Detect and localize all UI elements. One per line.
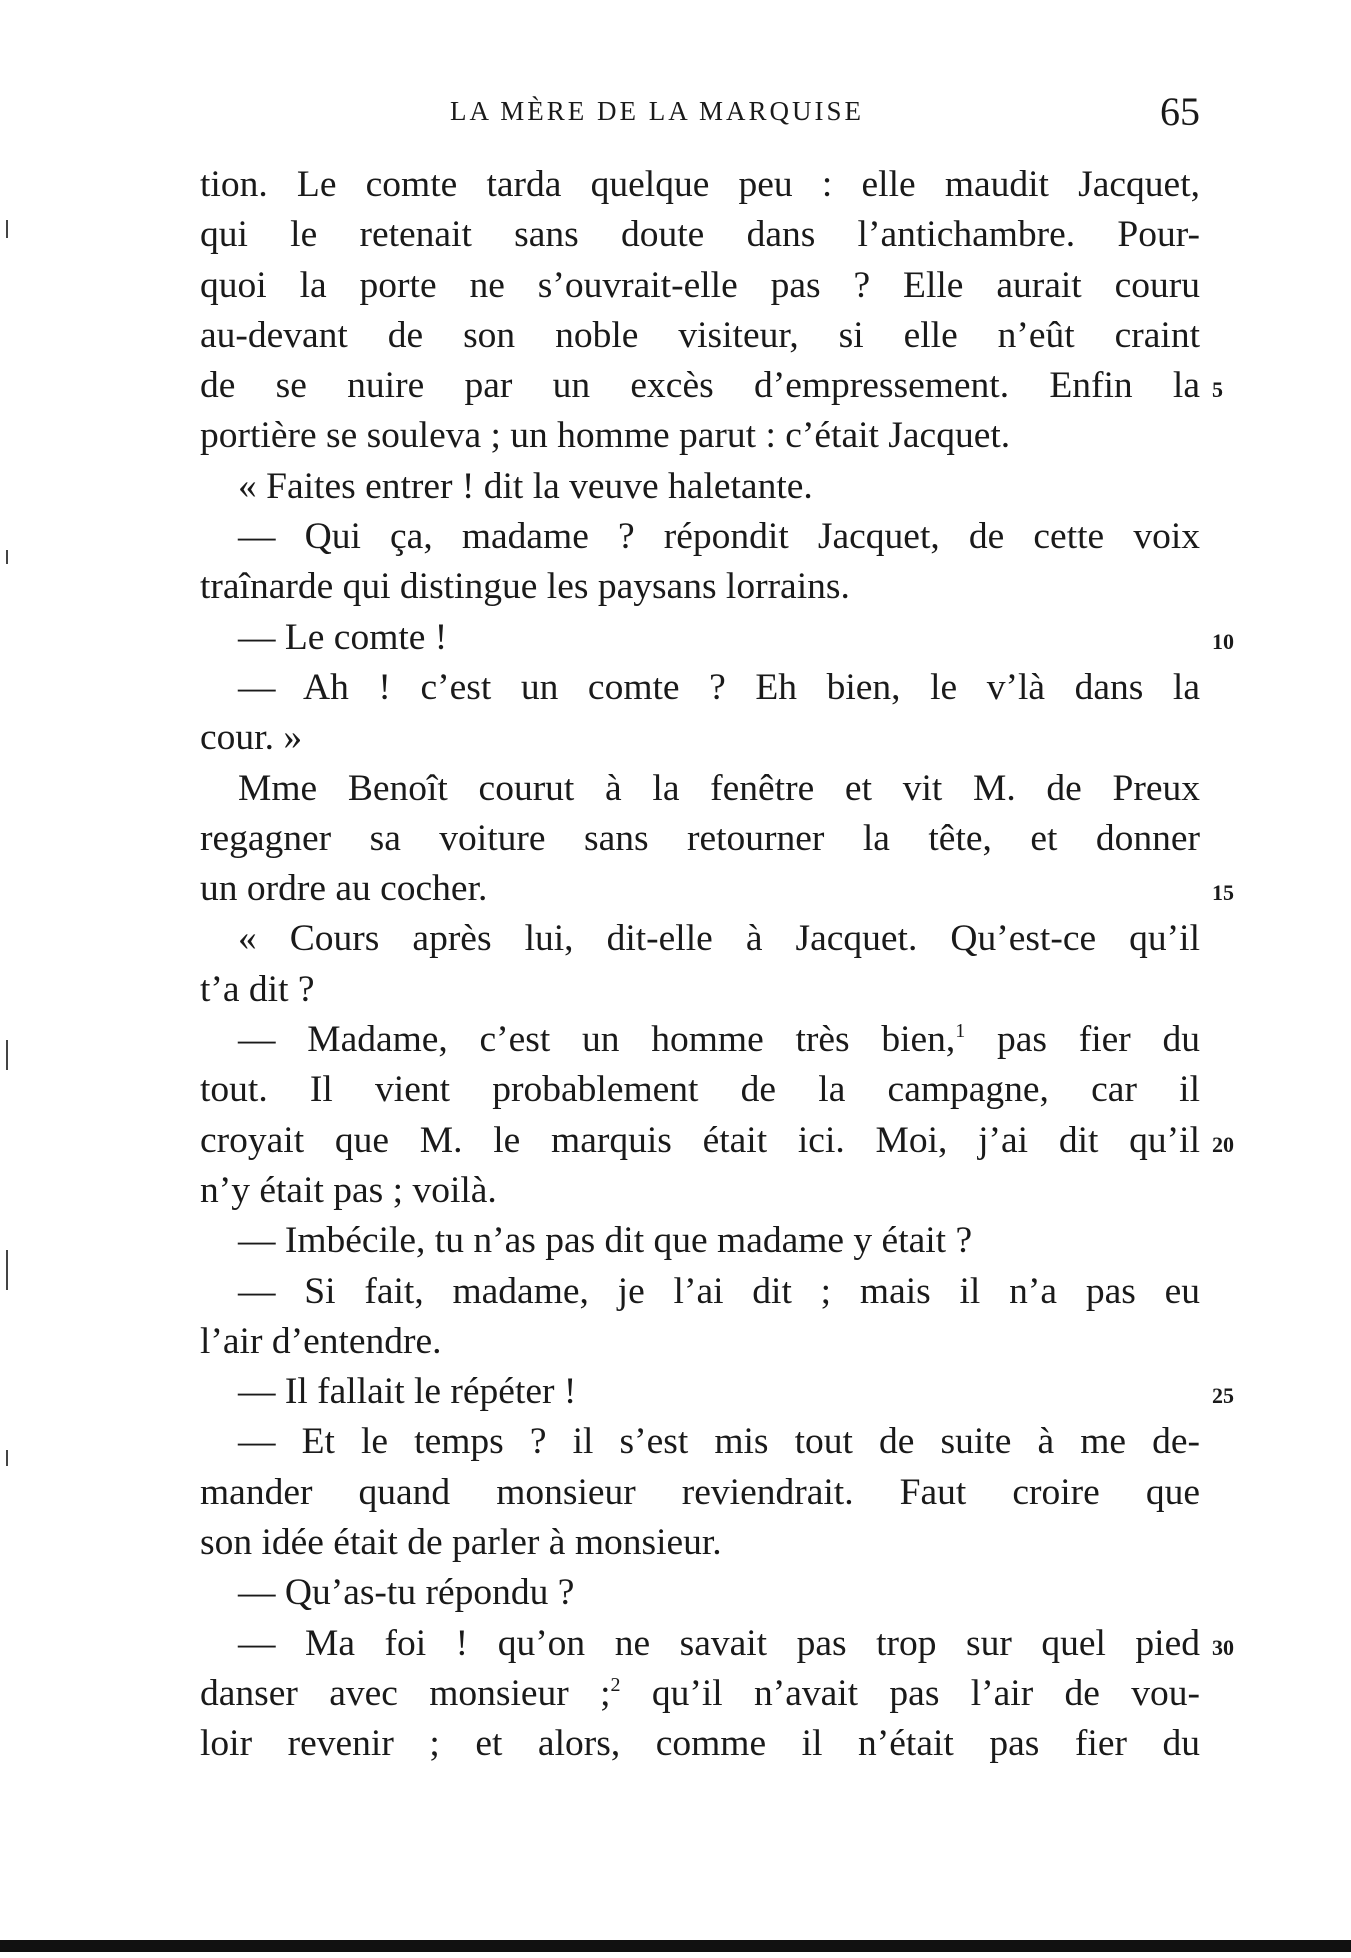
line-text: — Ah ! c’est un comte ? Eh bien, le v’là dans la — [238, 666, 1200, 708]
line-text: au-devant de son noble visiteur, si elle n’eût craint — [200, 314, 1200, 356]
text-line — [200, 1568, 1200, 1618]
line-number: 5 — [1212, 377, 1223, 403]
line-number: 25 — [1212, 1383, 1234, 1409]
text-line — [200, 311, 1200, 361]
line-text: l’air d’entendre. — [200, 1320, 442, 1362]
line-text: de se nuire par un excès d’empressement. Enfin la — [200, 365, 1200, 407]
line-text: cour. » — [200, 717, 303, 759]
line-text: mander quand monsieur reviendrait. Faut croire que — [200, 1471, 1200, 1513]
text-line — [200, 663, 1200, 713]
line-text: tout. Il vient probablement de la campagne, car il — [200, 1069, 1200, 1111]
text-line — [200, 1116, 1234, 1166]
text-line — [200, 512, 1200, 562]
line-number: 10 — [1212, 628, 1234, 654]
line-text-rest: pas fier du — [965, 1019, 1200, 1061]
text-line — [200, 1719, 1200, 1769]
line-text: croyait que M. le marquis était ici. Moi, j’ai dit qu’il — [200, 1119, 1200, 1161]
line-text: regagner sa voiture sans retourner la tête, et donner — [200, 817, 1200, 859]
line-text: — Madame, c’est un homme très bien, — [238, 1019, 956, 1061]
line-text: — Imbécile, tu n’as pas dit que madame y était ? — [238, 1220, 973, 1262]
text-line — [200, 1267, 1200, 1317]
line-text: portière se souleva ; un homme parut : c’était Jacquet. — [200, 415, 1011, 457]
text-line — [200, 411, 1200, 461]
line-text: traînarde qui distingue les paysans lorrains. — [200, 566, 850, 608]
footnote-ref: 1 — [955, 1020, 966, 1043]
text-line — [200, 613, 1234, 663]
line-text: — Le comte ! — [238, 616, 448, 658]
scan-margin-marks — [6, 220, 14, 1820]
text-line — [200, 462, 1200, 512]
page-number: 65 — [1160, 89, 1200, 134]
text-line — [200, 1166, 1200, 1216]
text-line — [200, 713, 1200, 763]
text-line — [200, 210, 1200, 260]
line-text: danser avec monsieur ; — [200, 1672, 611, 1714]
text-line — [200, 1317, 1200, 1367]
text-line — [200, 1619, 1234, 1669]
text-line — [200, 1669, 1200, 1719]
text-line — [200, 562, 1200, 612]
line-number: 20 — [1212, 1131, 1234, 1157]
text-line — [200, 965, 1200, 1015]
text-line — [200, 1468, 1200, 1518]
body-text — [200, 160, 1234, 1770]
text-line — [200, 1518, 1200, 1568]
line-text: quoi la porte ne s’ouvrait-elle pas ? Elle aurait couru — [200, 264, 1200, 306]
text-line — [200, 814, 1200, 864]
running-head — [200, 88, 1200, 138]
line-text: un ordre au cocher. — [200, 868, 488, 910]
line-text: t’a dit ? — [200, 968, 315, 1010]
text-line — [200, 1065, 1200, 1115]
text-line — [200, 1367, 1234, 1417]
line-text: — Ma foi ! qu’on ne savait pas trop sur quel pied — [238, 1622, 1200, 1664]
line-text: son idée était de parler à monsieur. — [200, 1522, 722, 1564]
line-text: « Faites entrer ! dit la veuve haletante. — [238, 465, 813, 507]
page-bottom-edge — [0, 1940, 1351, 1952]
text-line — [200, 764, 1200, 814]
text-line — [200, 914, 1200, 964]
line-text: qui le retenait sans doute dans l’antichambre. Pour- — [200, 214, 1200, 256]
line-text: Mme Benoît courut à la fenêtre et vit M. de Preux — [238, 767, 1200, 809]
text-line — [200, 864, 1234, 914]
line-number: 30 — [1212, 1634, 1234, 1660]
text-line — [200, 1417, 1200, 1467]
footnote-ref: 2 — [610, 1673, 621, 1696]
line-text: — Qu’as-tu répondu ? — [238, 1572, 575, 1614]
line-text: tion. Le comte tarda quelque peu : elle maudit Jacquet, — [200, 164, 1200, 205]
line-text-rest: qu’il n’avait pas l’air de vou- — [620, 1672, 1200, 1714]
line-text: — Il fallait le répéter ! — [238, 1371, 577, 1413]
running-title: LA MÈRE DE LA MARQUISE — [450, 96, 865, 126]
text-line — [200, 160, 1200, 210]
text-line — [200, 361, 1223, 411]
line-text: — Et le temps ? il s’est mis tout de suite à me de- — [238, 1421, 1200, 1463]
line-text: loir revenir ; et alors, comme il n’était pas fier du — [200, 1723, 1200, 1765]
line-number: 15 — [1212, 880, 1234, 906]
text-line — [200, 1216, 1200, 1266]
line-text: — Si fait, madame, je l’ai dit ; mais il n’a pas eu — [238, 1270, 1200, 1312]
line-text: — Qui ça, madame ? répondit Jacquet, de cette voix — [238, 516, 1200, 558]
line-text: « Cours après lui, dit-elle à Jacquet. Qu’est-ce qu’il — [238, 918, 1200, 960]
text-line — [200, 261, 1200, 311]
line-text: n’y était pas ; voilà. — [200, 1169, 497, 1211]
text-line — [200, 1015, 1200, 1065]
